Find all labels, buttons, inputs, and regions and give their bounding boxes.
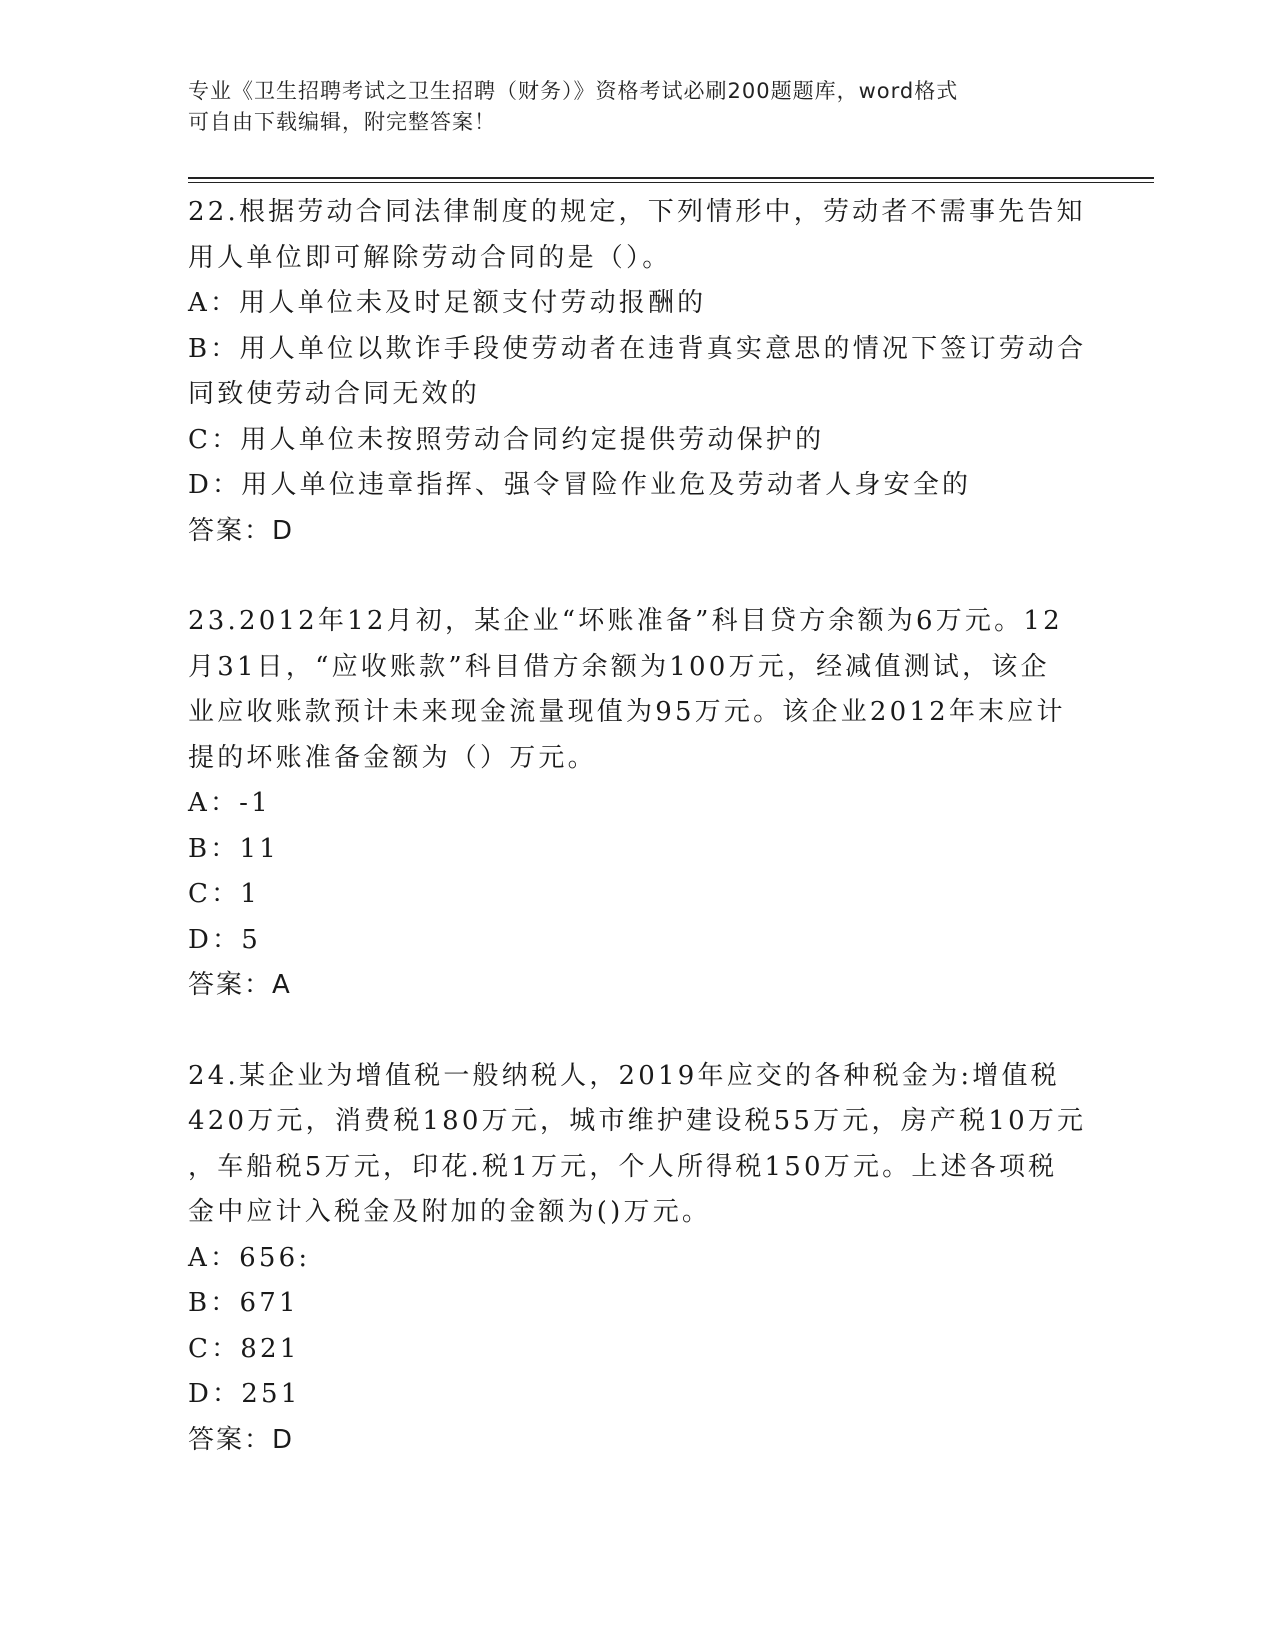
spacer [188, 554, 1088, 599]
option-c: C：1 [188, 879, 261, 909]
header-divider [188, 177, 1154, 179]
question-stem-line: 420万元，消费税180万元，城市维护建设税55万元，房产税10万元 [188, 1106, 1087, 1136]
option-a: A：用人单位未及时足额支付劳动报酬的 [188, 288, 707, 318]
question-22 [188, 190, 1088, 554]
option-a: A：656: [188, 1242, 311, 1273]
answer: 答案：D [188, 1424, 295, 1455]
question-stem-line: 业应收账款预计未来现金流量现值为95万元。该企业2012年末应计 [188, 697, 1066, 727]
question-stem-line: 提的坏账准备金额为（）万元。 [188, 742, 597, 773]
option-c: C：821 [188, 1333, 300, 1364]
option-b: B：671 [188, 1288, 299, 1318]
header-divider-thin [188, 182, 1154, 183]
spacer [188, 1009, 1088, 1054]
question-24 [188, 1054, 1088, 1464]
option-d: D：251 [188, 1379, 301, 1409]
option-c: C：用人单位未按照劳动合同约定提供劳动保护的 [188, 424, 825, 455]
option-a: A：-1 [188, 788, 271, 818]
question-stem-line: ，车船税5万元，印花.税1万元，个人所得税150万元。上述各项税 [188, 1151, 1058, 1182]
question-stem-line: 月31日，“应收账款”科目借方余额为100万元，经减值测试，该企 [188, 651, 1050, 682]
option-b: B：用人单位以欺诈手段使劳动者在违背真实意思的情况下签订劳动合 [188, 333, 1087, 364]
question-stem-line: 用人单位即可解除劳动合同的是（）。 [188, 242, 672, 273]
question-stem-line: 金中应计入税金及附加的金额为()万元。 [188, 1197, 712, 1227]
question-stem-line: 24.某企业为增值税一般纳税人，2019年应交的各种税金为:增值税 [188, 1060, 1060, 1091]
header-line: 可自由下载编辑，附完整答案！ [188, 110, 496, 134]
option-b: B：11 [188, 833, 279, 864]
answer: 答案：D [188, 515, 295, 546]
question-list [188, 190, 1088, 1463]
option-d: D：用人单位违章指挥、强令冒险作业危及劳动者人身安全的 [188, 470, 972, 500]
answer: 答案：A [188, 970, 292, 1000]
document-header [188, 76, 1068, 138]
question-stem-line: 23.2012年12月初，某企业“坏账准备”科目贷方余额为6万元。12 [188, 606, 1063, 636]
question-23 [188, 599, 1088, 1009]
option-b-continued: 同致使劳动合同无效的 [188, 379, 481, 409]
option-d: D：5 [188, 924, 261, 955]
header-line: 专业《卫生招聘考试之卫生招聘（财务）》资格考试必刷200题题库，word格式 [188, 79, 959, 103]
question-stem-line: 22.根据劳动合同法律制度的规定，下列情形中，劳动者不需事先告知 [188, 197, 1086, 227]
